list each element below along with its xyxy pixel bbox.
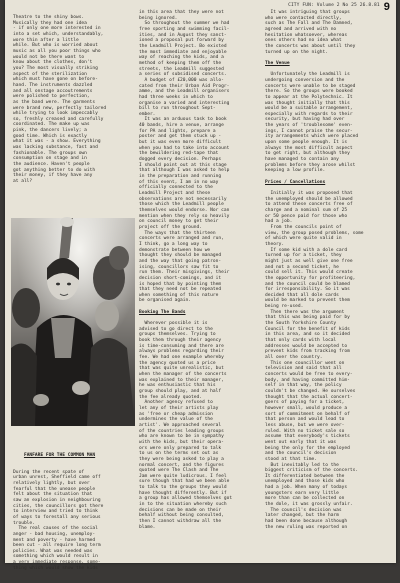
text-line: might just as well give one free (265, 258, 353, 264)
text-line: youngsters earn very little (265, 490, 339, 496)
text-line: group should play, and at half (139, 388, 222, 394)
section-heading: The Venue (265, 60, 290, 66)
text-line: good time. Which is exactly (13, 133, 87, 139)
text-line: later changed, but the harm (265, 513, 339, 519)
text-line: body, and having committed him- (265, 377, 350, 383)
text-line: Then there was the argument (265, 309, 345, 315)
text-line: artist'. We approached several (139, 422, 222, 428)
page-number: 9 (383, 1, 390, 13)
text-line: fee. We had one example whereby (139, 355, 224, 361)
text-line: the fee already quoted. (139, 394, 202, 400)
photograph (11, 218, 135, 426)
text-line: wore thin after a little (13, 37, 79, 43)
text-line: If some kid with a dole card (265, 247, 348, 253)
text-line: that was quite unrealistic, but (139, 366, 224, 372)
text-line: sure though that had we been able (139, 479, 230, 485)
text-line: always the most difficult aspect (265, 145, 353, 151)
running-title: CITY FUN: Volume 2 No 25 26.8.81 (288, 3, 380, 8)
text-line: demonstrate between how we (139, 247, 211, 253)
text-line: that this was being paid for by (265, 315, 350, 321)
text-line: a group has allowed themselves got (139, 496, 233, 502)
text-line: and not a second ticket, he (265, 264, 339, 270)
text-line: cities, the councillors got there (13, 503, 104, 509)
text-line: more than can be collected on (265, 496, 345, 502)
text-line: Another agency refused to (139, 400, 213, 406)
text-line: was explained to their manager, (139, 377, 224, 383)
text-line: fashionable. The groups own (13, 150, 87, 156)
text-line: behalf without being consulted, (139, 513, 224, 519)
text-line: the concerts was about until they (265, 43, 356, 49)
text-line: was thought initially that this (265, 100, 350, 106)
left-column-top-text (13, 15, 133, 185)
text-line: view, the group posed problems, some (265, 230, 364, 236)
text-line: Council for the benefit of kids (265, 326, 350, 332)
text-line: when the manager of the concerts (139, 372, 227, 377)
text-line: theory. (265, 241, 285, 247)
text-line: charge and a nominal sum of 25 (265, 207, 348, 213)
text-line: themselves would endorse. Nor can (139, 207, 230, 213)
text-line: the agency quoted us a price (139, 360, 216, 366)
text-line: concerts were unable to be staged (265, 83, 356, 89)
text-line: less abuse, but we were over- (265, 422, 345, 428)
text-line: which must have gone on before- (13, 77, 98, 83)
text-line: way of reaching the kids, and a (139, 55, 224, 61)
text-line: undergoing conversion and the (265, 77, 345, 83)
text-line: turned up on the night. (265, 49, 328, 55)
text-line: During the recent spate of (13, 469, 85, 475)
text-line: decision short-comings, and it (139, 275, 222, 281)
text-line: got anything better to do with (13, 167, 96, 173)
text-line: the bewildering red-tape that (139, 151, 219, 157)
text-line: run them. Their misgivings, their (139, 270, 230, 276)
text-line: From the councils point of (265, 224, 342, 230)
text-line: Wherever possible it is (139, 321, 208, 327)
text-line: But inevitably led to the (265, 462, 339, 468)
text-line: to appear at the Polytechnic. It (265, 94, 353, 100)
text-line: It was intriguing that groups (265, 10, 350, 15)
text-line: a very immediate response, some- (13, 560, 101, 566)
text-line: decisions can be made on their (139, 507, 222, 513)
text-line: amme, and the Leadmill organisers (139, 89, 230, 95)
text-line: concerts were arranged and run, (139, 236, 224, 242)
text-line: mention when they rely so heavily (139, 213, 230, 219)
text-line: to attend these concerts free of (265, 202, 353, 208)
text-line: and the council's decision (265, 451, 337, 457)
text-line: for irresponsibility. So it was (265, 287, 350, 293)
text-line: to us on the terms set out as (139, 451, 219, 457)
text-line: aspect of the sterilization (13, 71, 87, 77)
text-line: Leadmill Project and these (139, 191, 211, 196)
text-line: I think, go a long way to (139, 241, 208, 247)
text-line: as 'free or cheap admission (139, 411, 213, 417)
text-line: in to the situation whereby such (139, 502, 227, 508)
text-line: their money, if they have any (13, 173, 93, 179)
text-line: problems before they arose whilst (265, 162, 356, 168)
text-line: that person and would lead to (265, 417, 345, 423)
text-line: music as all you poor things who (13, 48, 101, 54)
text-line: A budget of £20,000 was allo- (139, 77, 224, 83)
text-line: and all onstage accoutrements (13, 88, 93, 94)
text-line: streets, the Leadmill suggested (139, 66, 224, 72)
text-line: I should point out at this stage (139, 162, 227, 168)
text-line: addresses would be accepted to (265, 343, 348, 349)
text-line: cated from their Urban Aid Progr- (139, 83, 230, 89)
text-line: into a set which, understandably, (13, 31, 104, 37)
text-line: so, freshly creased and carefully (13, 116, 104, 122)
text-line: couldn't be changed. He ourselves (265, 388, 356, 394)
text-line: of this event, I am in no way (139, 179, 219, 185)
text-line: for PA and lights, prepare a (139, 128, 216, 134)
text-line: always problems regarding their (139, 349, 224, 355)
text-line: or 50 pence paid for those who (265, 213, 348, 219)
text-line: in the preparation and running (139, 174, 222, 180)
text-line: officially connected to the (139, 185, 213, 191)
text-line: at all? (13, 179, 33, 185)
text-line: upon some people enough. It is (265, 140, 348, 146)
text-line: is time-consuming and there are (139, 343, 224, 349)
text-line: Musically they had one idea (13, 20, 87, 26)
text-line: ioned a proposal put forward by (139, 38, 224, 44)
text-line: the dole, it was grossly unfair. (265, 502, 353, 508)
text-line: who are known to be in sympathy (139, 434, 224, 440)
text-line: you? The most visually striking (13, 65, 98, 71)
text-line: relatively lightly, but over (13, 480, 90, 486)
text-line: while. But who is worried about (13, 43, 98, 49)
middle-column-text (139, 10, 259, 530)
text-line: is hoped that by pointing them (139, 281, 222, 287)
text-line: normal concert, and the figures (139, 462, 224, 468)
text-line: Unfortunately the Leadmill is (265, 72, 350, 78)
text-line: to get right, but although they (265, 151, 350, 157)
text-line: anger - bad housing, unemploy- (13, 531, 96, 537)
left-column-bottom (13, 447, 133, 583)
text-line: there. So the groups were booked (265, 89, 353, 95)
text-line: ors were only prepared to talk (139, 445, 222, 451)
text-line: would be marked to prevent them (265, 298, 350, 304)
text-line: policies. What was needed was (13, 548, 93, 554)
text-line: and the council could be blamed (265, 281, 350, 287)
text-line: the South Yorkshire County (265, 321, 337, 327)
text-line: in this area that they were not (139, 10, 224, 15)
text-line: while trying to look impeccably (13, 111, 98, 117)
text-line: bill to run throughout Sept- (139, 106, 216, 112)
text-line: concerts would be free to every- (265, 372, 353, 377)
text-line: he was enthusiastic that his (139, 383, 216, 389)
text-line: to talk to the groups they would (139, 485, 227, 491)
text-line: quoted were The Clash and The (139, 468, 219, 474)
text-line: had a job. (265, 219, 293, 225)
text-line: project off the ground. (139, 224, 202, 230)
text-line: hesitation whatsoever, whereas (265, 32, 348, 38)
text-line: the years of 'troublesome' even- (265, 123, 353, 129)
text-line: was lacking substance, fast and (13, 145, 98, 151)
text-line: decided that all dole cards (265, 292, 339, 298)
text-line: went out early that it was (265, 439, 337, 445)
text-line: as the band were. The garments (13, 99, 96, 105)
text-line: especially with regards to their (265, 111, 353, 117)
text-line: that they need not be repeated (139, 287, 222, 293)
text-line: thing which would show the kids (13, 565, 98, 571)
text-line: being ignored. (139, 15, 178, 21)
text-line: been cut - all require long term (13, 543, 101, 549)
section-heading: Booking The Bands (139, 309, 186, 315)
text-line: The real causes of the social (13, 526, 98, 532)
text-line: biggest criticism of the concerts. (265, 468, 359, 474)
text-line: pink, the dancers lively; a (13, 128, 87, 134)
text-line: poster and get them stuck up - (139, 134, 222, 140)
text-line: Jam were quite ludicrous. I feel (139, 473, 227, 479)
text-line: ities, and in August they sanct- (139, 32, 227, 38)
text-line: however small, would produce a (265, 405, 348, 411)
text-line: know about the clothes, don't (13, 60, 93, 66)
text-line: the most immediate and enjoyable (139, 49, 227, 55)
text-line: trouble. (13, 520, 35, 526)
text-line: and the way that going patron- (139, 258, 222, 264)
left-column-bottom-text (13, 464, 133, 571)
text-line: something which would result in (13, 554, 98, 560)
text-line: the new ruling was reported on (265, 524, 348, 530)
text-line: were brand new, perfectly tailored (13, 105, 107, 111)
magazine-page (5, 0, 396, 571)
text-line: that only cards with local (265, 338, 337, 344)
text-line: Initially it was proposed that (265, 191, 353, 196)
right-column-text (265, 10, 391, 530)
text-line: ruled. With no ticket sale so (265, 428, 345, 434)
text-line: sort of commitment on behalf of (265, 411, 350, 417)
text-line: ising, councillors saw fit to (139, 264, 219, 270)
section-heading: Prices / Cancellations (265, 179, 326, 185)
text-line: The ways that the thirteen (139, 230, 216, 236)
text-line: self in that way, the policy (265, 383, 342, 389)
text-line: when something of this nature (139, 292, 219, 298)
text-line: would be a suitable arrangement, (265, 106, 353, 112)
text-line: saw an explosion in neighbouring (13, 497, 101, 503)
text-line: It differentiated between the (265, 473, 345, 479)
text-line: had three weeks in which to (139, 94, 213, 100)
text-line: hand. The instruments dazzled (13, 82, 93, 88)
text-line: of ways to forestall any serious (13, 514, 101, 520)
text-line: the Leadmill Project. Bo existed (139, 43, 227, 49)
text-line: a series of subsidised concerts. (139, 72, 227, 78)
text-line: undermines the value of the (139, 417, 213, 423)
text-line: security, but having had over (265, 117, 345, 123)
text-line: So throughout the summer we had (139, 21, 230, 27)
text-line: they were being asked to play a (139, 456, 224, 462)
text-line: ings, I cannot praise the secur- (265, 128, 353, 134)
text-line: have managed to contain any (265, 157, 339, 163)
text-line: had a job. When many of todays (265, 485, 348, 491)
text-line: prevent kids from tracking from (265, 349, 350, 355)
text-line: on council money to get their (139, 219, 219, 225)
text-line: coordinated. The make up was (13, 122, 90, 128)
text-line: This one councillor went on (265, 360, 345, 366)
text-line: agreed and arrived with no (265, 26, 337, 32)
text-line: free sporting and swimming facil- (139, 26, 230, 32)
text-line: ones others had no idea what (265, 38, 342, 44)
text-line: goers of paying for a ticket, (265, 400, 345, 406)
text-line: with the kids, but their opera- (139, 439, 224, 445)
text-line: urban unrest, Sheffield came off (13, 475, 101, 481)
text-line: organise a varied and interesting (139, 100, 230, 106)
text-line: all over the country. (265, 355, 323, 361)
crowd-photo-graphic (11, 218, 135, 426)
text-line: were polished to perfection, (13, 94, 90, 100)
text-line: assume that everybody's tickets (265, 434, 350, 440)
text-line: blame. (139, 524, 156, 530)
text-line: advised to go direct to the (139, 326, 213, 332)
text-line: when you had to take into account (139, 145, 230, 151)
text-line: but it was even more difficult (139, 140, 222, 146)
text-line: thought they should be managed (139, 253, 222, 259)
text-line: observations are not necessarily (139, 196, 227, 202)
text-line: those which the Leadmill people (139, 202, 224, 208)
text-line: television and said that all (265, 366, 342, 372)
text-line: be organised again. (139, 298, 192, 304)
text-line: have thought differently. But if (139, 490, 227, 496)
text-line: stood at that time. (265, 456, 318, 462)
text-line: ity arrangements which were placed (265, 134, 359, 140)
text-line: what it was - a show. Everything (13, 139, 101, 145)
text-line: turned up for a ticket, they (265, 253, 342, 259)
text-line: in this area, and so it decided (265, 332, 350, 338)
text-line: The council's decision was (265, 507, 342, 513)
text-line: would not be there want to (13, 54, 85, 60)
text-line: keeping a low profile. (265, 168, 326, 174)
text-line: felt about the situation that (13, 492, 93, 498)
text-line: Theatre to the shiny bows. (13, 15, 85, 20)
text-line: being the only for the employed (265, 445, 350, 451)
text-line: let any of their artists play (139, 405, 219, 411)
text-line: of the countries leading groups (139, 428, 224, 434)
text-line: fearful that the unease people (13, 486, 96, 492)
text-line: had been done because although (265, 519, 348, 525)
text-line: that although I was asked to help (139, 168, 230, 174)
text-line: thought that the actual concert- (265, 394, 353, 400)
text-line: who were contacted directly, (265, 15, 342, 21)
text-line: to interview and tried to think (13, 509, 98, 515)
text-line: dogged every decision. Perhaps (139, 157, 222, 163)
text-line: book them through their agency (139, 338, 222, 344)
text-line: groups themselves. Trying to (139, 332, 216, 338)
text-line: - if only one more interested in (13, 26, 101, 32)
text-line: ember. (139, 111, 156, 117)
section-heading-fanfare: FANFARE FOR THE COMMON MAN (23, 452, 96, 458)
text-line: such as The Fall and The Damned, (265, 21, 353, 27)
text-line: the unemployed should be allowed (265, 196, 353, 202)
text-line: It was an arduous task to book (139, 117, 227, 123)
text-line: unemployed and those kids who (265, 479, 345, 485)
text-line: being re-used. (265, 304, 304, 310)
text-line: then I cannot withdraw all the (139, 519, 222, 525)
text-line: could sell it. This would create (265, 270, 353, 276)
text-line: the opportunity for profiteering, (265, 275, 356, 281)
text-line: method of keeping them off the (139, 60, 222, 66)
text-line: the audience. Haven't people (13, 162, 90, 168)
text-line: of which were quite valid in (265, 236, 342, 242)
text-line: consumption on stage and in (13, 156, 87, 162)
text-line: 40 bands, hire a venue, arrange (139, 123, 224, 129)
text-line: ment and poverty - have harmed (13, 537, 96, 543)
